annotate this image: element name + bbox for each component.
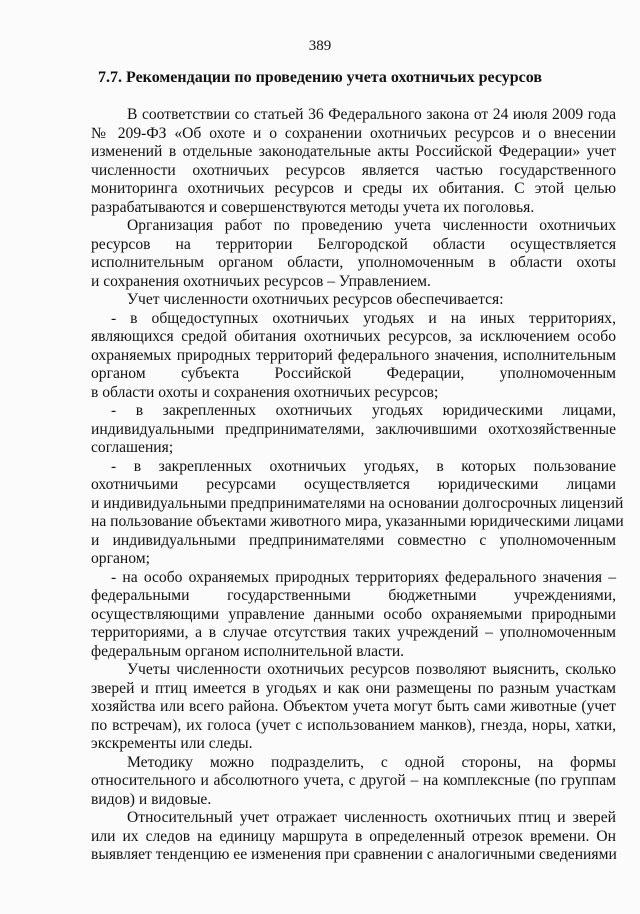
page-number: 389 xyxy=(308,38,332,54)
text-line: - в закрепленных охотничьих угодьях юридическими лицами, xyxy=(111,402,616,419)
text-line: по встречам), их голоса (учет с использованием манков), гнезда, норы, хатки, xyxy=(91,716,616,734)
text-line: исполнительным органом области, уполномоченным в области охоты xyxy=(91,254,616,271)
paragraph xyxy=(91,457,624,569)
text-line: - на особо охраняемых природных территориях федерального значения – xyxy=(111,568,616,586)
text-line: Относительный учет отражает численность охотничьих птиц и зверей xyxy=(127,809,616,826)
text-line: хозяйства или всего района. Объектом учета могут быть сами животные (учет xyxy=(91,698,616,715)
text-line: Организация работ по проведению учета численности охотничьих xyxy=(127,217,616,234)
text-line: разрабатываются и совершенствуются методы учета их поголовья. xyxy=(91,198,535,216)
text-line: относительного и абсолютного учета, с другой – на комплексные (по группам xyxy=(91,772,616,789)
text-line: зверей и птиц имеется в угодьях и как они размещены по разным участкам xyxy=(91,679,616,697)
text-line: мониторинга охотничьих ресурсов и среды их обитания. С этой целью xyxy=(91,180,616,197)
text-line: видов) и видовые. xyxy=(91,790,212,808)
text-line: охотничьими ресурсами осуществляется юридическими лицами xyxy=(91,476,616,493)
text-line: № 209-ФЗ «Об охоте и о сохранении охотничьих ресурсов и о внесении xyxy=(91,124,616,142)
text-line: индивидуальными предпринимателями, заключившими охотхозяйственные xyxy=(91,420,616,438)
text-line: выявляет тенденцию ее изменения при сравнении с аналогичными сведениями xyxy=(91,846,617,863)
text-line: на пользование объектами животного мира, указанными юридическими лицами xyxy=(91,513,624,530)
text-line: изменений в отдельные законодательные акты Российской Федерации» учет xyxy=(91,143,616,160)
text-line: ресурсов на территории Белгородской области осуществляется xyxy=(91,235,616,253)
text-line: и индивидуальными предпринимателями совместно с уполномоченным xyxy=(91,531,616,549)
text-line: Учеты численности охотничьих ресурсов позволяют выяснить, сколько xyxy=(127,661,616,678)
text-line: охраняемых природных территорий федерального значения, исполнительным xyxy=(91,346,616,364)
text-line: численности охотничьих ресурсов является частью государственного xyxy=(91,161,616,179)
text-line: - в закрепленных охотничьих угодьях, в которых пользование xyxy=(111,457,616,475)
paragraph xyxy=(91,291,616,310)
paragraph xyxy=(91,809,616,865)
section-heading: 7.7. Рекомендации по проведению учета охотничьих ресурсов xyxy=(98,69,542,86)
text-line: федеральными государственными бюджетными учреждениями, xyxy=(91,587,616,604)
paragraph xyxy=(91,310,616,403)
text-line: или их следов на единицу маршрута в определенный отрезок времени. Он xyxy=(91,827,616,845)
text-line: органом; xyxy=(91,550,150,567)
paragraph xyxy=(91,402,616,458)
text-line: Методику можно подразделить, с одной стороны, на формы xyxy=(127,753,616,771)
text-line: территориями, а в случае отсутствия таких учреждений – уполномоченным xyxy=(91,624,616,641)
document-body xyxy=(91,106,624,865)
text-line: являющихся средой обитания охотничьих ресурсов, за исключением особо xyxy=(91,328,616,345)
text-line: экскременты или следы. xyxy=(91,735,253,752)
text-line: и сохранения охотничьих ресурсов – Управлением. xyxy=(91,272,431,290)
text-line: в области охоты и сохранения охотничьих ресурсов; xyxy=(91,383,439,401)
paragraph xyxy=(91,661,616,754)
text-line: Учет численности охотничьих ресурсов обеспечивается: xyxy=(127,291,504,308)
text-line: и индивидуальными предпринимателями на основании долгосрочных лицензий xyxy=(91,494,624,512)
text-line: соглашения; xyxy=(91,439,174,456)
text-line: В соответствии со статьей 36 Федерального закона от 24 июля 2009 года xyxy=(127,106,616,123)
text-line: осуществляющими управление данными особо охраняемыми природными xyxy=(91,605,616,623)
paragraph xyxy=(91,754,616,810)
text-line: федеральным органом исполнительной власти. xyxy=(91,642,405,660)
paragraph xyxy=(91,217,616,291)
text-line: - в общедоступных охотничьих угодьях и на иных территориях, xyxy=(111,309,616,327)
paragraph xyxy=(91,569,616,662)
paragraph xyxy=(91,106,616,217)
text-line: органом субъекта Российской Федерации, уполномоченным xyxy=(91,365,616,382)
